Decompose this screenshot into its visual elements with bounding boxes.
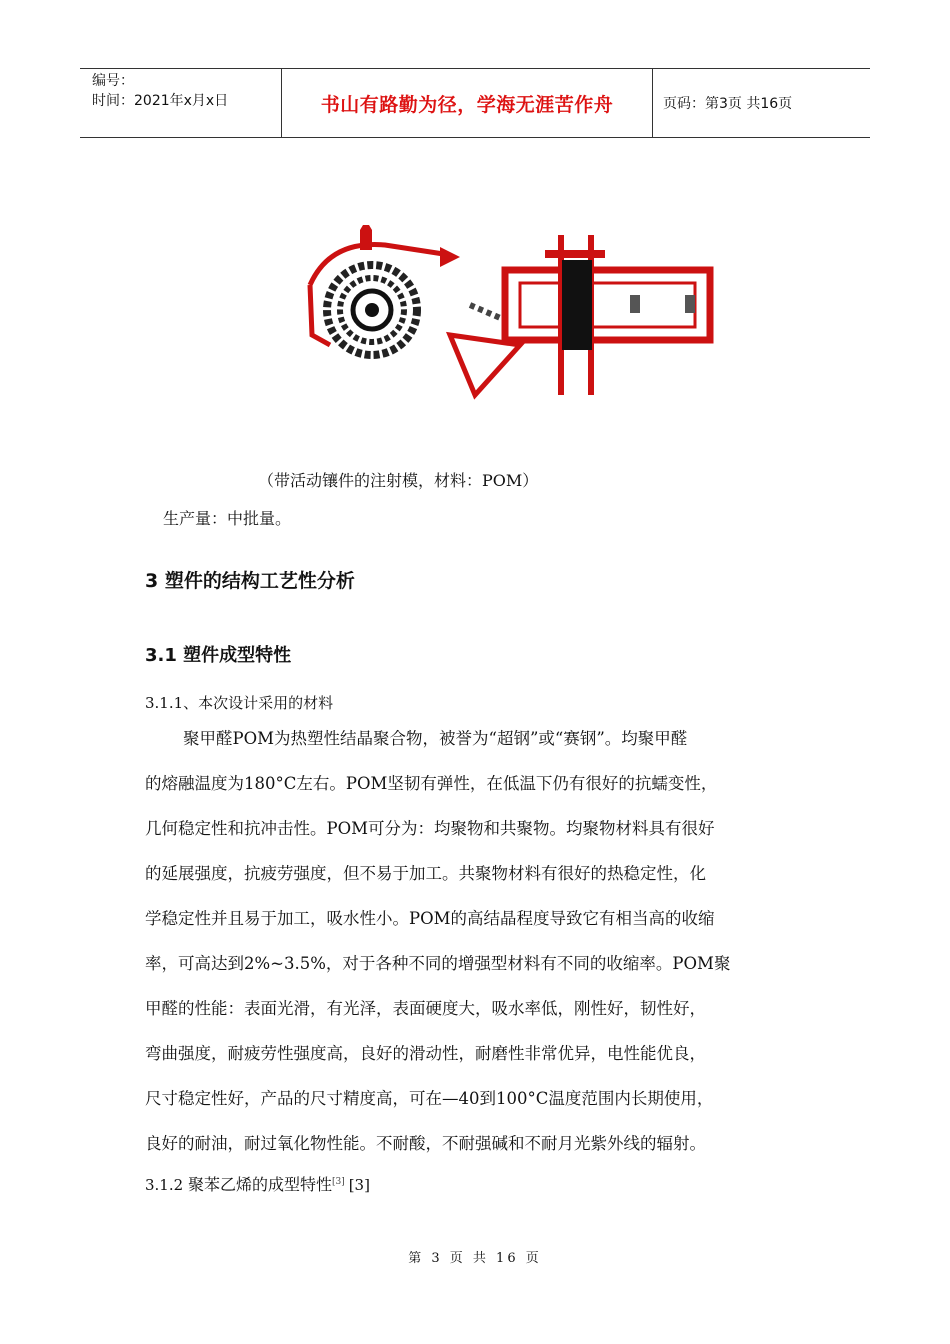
- number-label: 编号：: [92, 73, 134, 89]
- page-footer: 第 3 页 共 16 页: [408, 1251, 542, 1266]
- subsection-number: 3.1.2: [145, 1176, 188, 1194]
- citation-superscript: [3]: [331, 1177, 345, 1187]
- body-line: 聚甲醛POM为热塑性结晶聚合物，被誉为“超钢”或“赛钢”。均聚甲醛: [183, 729, 688, 748]
- subsection-title: 聚苯乙烯的成型特性: [187, 1175, 332, 1194]
- header-page-info: 页码：第3页 共16页: [663, 96, 793, 112]
- header-motto: 书山有路勤为径，学海无涯苦作舟: [282, 69, 653, 137]
- body-line: 几何稳定性和抗冲击性。POM可分为：均聚物和共聚物。均聚物材料具有很好: [145, 819, 715, 838]
- header-left-cell: [80, 69, 282, 137]
- body-line: 甲醛的性能：表面光滑，有光泽，表面硬度大，吸水率低，刚性好，韧性好，: [145, 999, 706, 1018]
- body-line: 良好的耐油，耐过氧化物性能。不耐酸，不耐强碱和不耐月光紫外线的辐射。: [145, 1134, 706, 1153]
- citation-ref: [3]: [348, 1176, 370, 1194]
- body-line: 学稳定性并且易于加工，吸水性小。POM的高结晶程度导致它有相当高的收缩: [145, 909, 715, 928]
- circular-insert-graphic: [310, 225, 460, 355]
- section-heading-3: 3 塑件的结构工艺性分析: [145, 570, 355, 592]
- rectangular-mold-graphic: [505, 235, 710, 395]
- body-line: 率，可高达到2%~3.5%，对于各种不同的增强型材料有不同的收缩率。POM聚: [145, 954, 731, 973]
- connector-graphic: [450, 305, 520, 395]
- date-label: 时间：2021年x月x日: [92, 93, 229, 109]
- body-paragraph: [145, 725, 810, 1175]
- mold-diagram-image: [290, 225, 720, 405]
- subsection-number: 3.1.1、: [145, 694, 199, 712]
- body-line: 的熔融温度为180°C左右。POM坚韧有弹性，在低温下仍有很好的抗蠕变性，: [145, 774, 718, 793]
- body-line: 的延展强度，抗疲劳强度，但不易于加工。共聚物材料有很好的热稳定性，化: [145, 864, 706, 883]
- figure-caption: （带活动镶件的注射模，材料：POM）: [258, 471, 539, 490]
- subsection-heading-3-1-2: [145, 1172, 370, 1195]
- subsection-heading-3-1-1: [145, 692, 333, 713]
- subsection-title: 本次设计采用的材料: [198, 694, 334, 712]
- body-line: 尺寸稳定性好，产品的尺寸精度高，可在—40到100°C温度范围内长期使用，: [145, 1089, 714, 1108]
- section-heading-3-1: 3.1 塑件成型特性: [145, 645, 292, 666]
- body-line: 弯曲强度，耐疲劳性强度高，良好的滑动性，耐磨性非常优异，电性能优良，: [145, 1044, 706, 1063]
- production-volume: 生产量：中批量。: [163, 509, 292, 528]
- header-table: [80, 68, 870, 138]
